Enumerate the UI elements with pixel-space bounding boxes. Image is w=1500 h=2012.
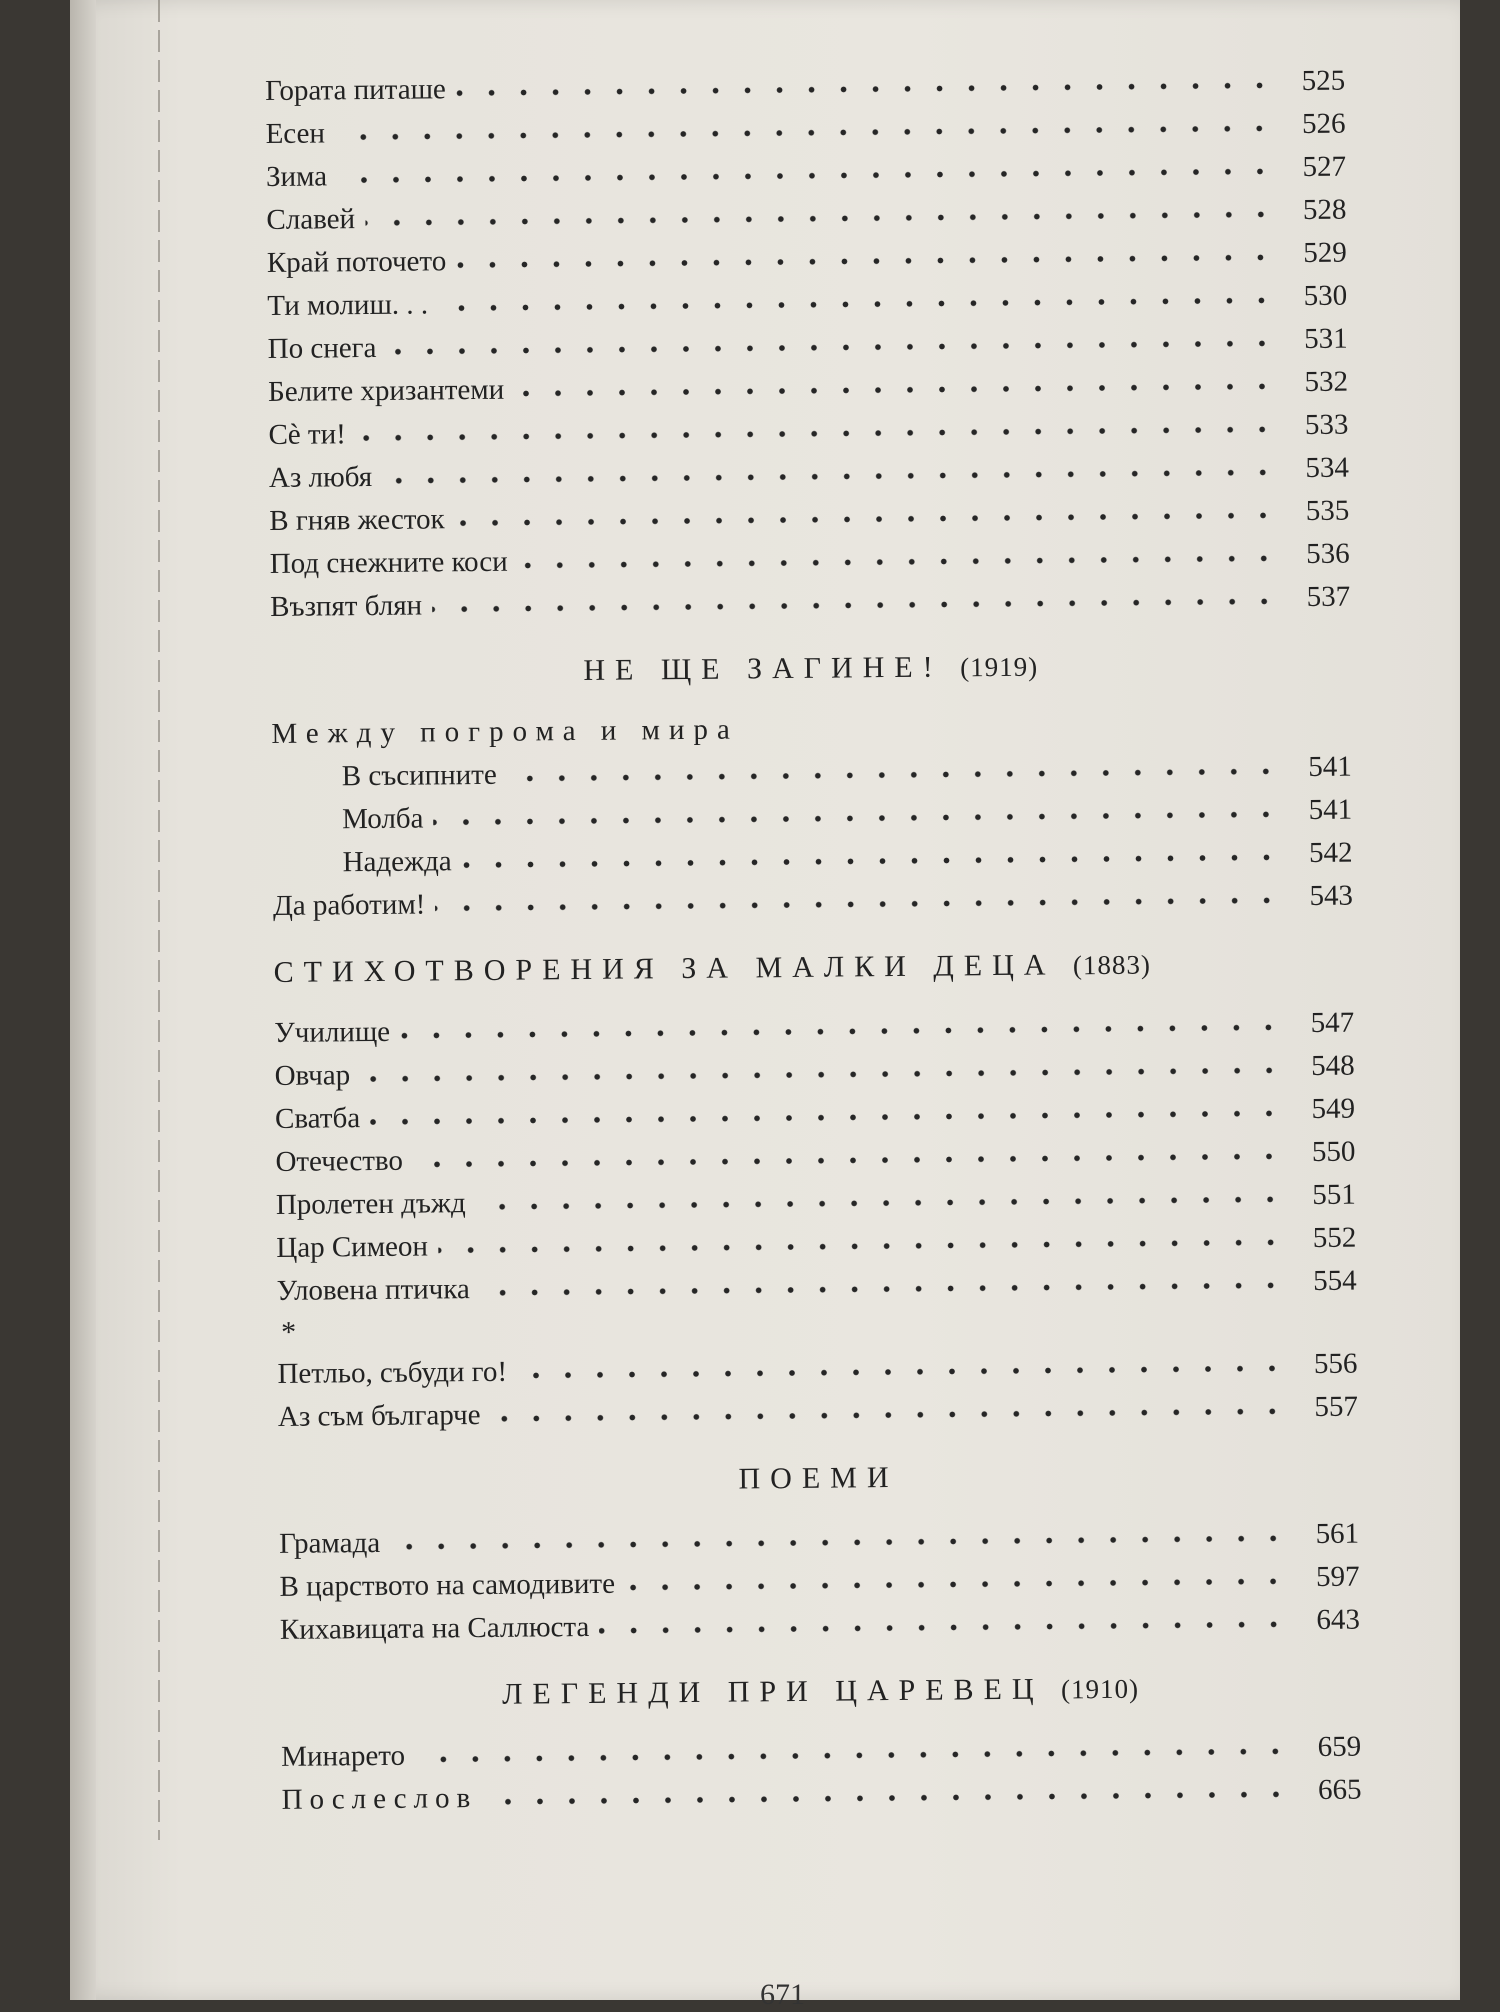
entry-title: Под снежните коси bbox=[269, 545, 508, 580]
table-of-contents bbox=[265, 60, 1362, 1822]
section-title: ЛЕГЕНДИ ПРИ ЦАРЕВЕЦ bbox=[501, 1672, 1044, 1711]
dot-leader bbox=[456, 252, 1277, 270]
dot-leader bbox=[462, 852, 1283, 870]
dot-leader bbox=[432, 596, 1280, 614]
dot-leader bbox=[456, 80, 1275, 98]
entry-page: 533 bbox=[1304, 408, 1349, 442]
dot-leader bbox=[514, 381, 1278, 398]
binding-stitches bbox=[158, 0, 160, 1840]
entry-page: 525 bbox=[1301, 64, 1346, 98]
entry-page: 529 bbox=[1303, 236, 1347, 270]
entry-page: 530 bbox=[1303, 279, 1348, 313]
toc-entry bbox=[273, 875, 1353, 928]
entry-page: 542 bbox=[1308, 836, 1353, 870]
section-title: ПОЕМИ bbox=[738, 1460, 899, 1496]
dot-leader bbox=[360, 1065, 1285, 1084]
entry-title: Белите хризантеми bbox=[267, 373, 505, 408]
entry-title: Край поточето bbox=[266, 245, 447, 279]
dot-leader bbox=[433, 809, 1282, 827]
entry-page: 548 bbox=[1310, 1049, 1355, 1083]
entry-page: 643 bbox=[1316, 1603, 1361, 1636]
entry-title: Молба bbox=[342, 802, 424, 836]
dot-leader bbox=[625, 1576, 1290, 1592]
entry-page: 549 bbox=[1311, 1092, 1356, 1126]
section-heading bbox=[273, 930, 1354, 1006]
page-number: 671 bbox=[760, 1978, 805, 2011]
entry-title: В гняв жесток bbox=[269, 503, 445, 537]
toc-entry bbox=[280, 1599, 1360, 1652]
entry-page: 535 bbox=[1305, 494, 1350, 528]
toc-entry bbox=[281, 1769, 1361, 1822]
dot-leader bbox=[480, 1280, 1287, 1298]
entry-title: Отечество bbox=[275, 1144, 404, 1178]
entry-title: Петльо, събуди го! bbox=[277, 1355, 508, 1390]
entry-title: В съсипните bbox=[341, 758, 497, 793]
dot-leader bbox=[390, 1533, 1289, 1552]
entry-title: Да работим! bbox=[272, 888, 426, 922]
entry-page: 551 bbox=[1312, 1178, 1356, 1211]
entry-title: Училище bbox=[274, 1015, 391, 1049]
entry-title: Овчар bbox=[274, 1059, 351, 1092]
page-fold bbox=[70, 0, 96, 2000]
entry-title: Гората питаше bbox=[265, 73, 446, 107]
dot-leader bbox=[599, 1619, 1290, 1636]
entry-page: 597 bbox=[1315, 1560, 1360, 1593]
entry-page: 526 bbox=[1301, 107, 1346, 141]
entry-page: 547 bbox=[1310, 1006, 1355, 1040]
entry-title: Минарето bbox=[281, 1739, 406, 1773]
entry-page: 534 bbox=[1305, 451, 1350, 485]
entry-title: Аз любя bbox=[268, 460, 373, 494]
entry-page: 527 bbox=[1302, 150, 1347, 184]
dot-leader bbox=[415, 1746, 1291, 1764]
asterisk-separator: * bbox=[280, 1315, 297, 1349]
entry-page: 552 bbox=[1312, 1221, 1357, 1254]
dot-leader bbox=[370, 1108, 1285, 1127]
dot-leader bbox=[337, 166, 1276, 185]
dot-leader bbox=[517, 1363, 1288, 1380]
dot-leader bbox=[487, 1789, 1291, 1807]
entry-page: 659 bbox=[1317, 1730, 1362, 1763]
section-heading bbox=[278, 1441, 1359, 1517]
entry-title: Славей bbox=[266, 203, 356, 236]
toc-entry bbox=[278, 1386, 1358, 1439]
dot-leader bbox=[400, 1022, 1284, 1040]
dot-leader bbox=[435, 895, 1283, 913]
section-year: (1910) bbox=[1060, 1673, 1140, 1705]
entry-title: Сѐ ти! bbox=[268, 418, 346, 451]
entry-title: Ти молиш. . . bbox=[267, 288, 429, 322]
dot-leader bbox=[476, 1194, 1286, 1212]
section-year: (1919) bbox=[960, 651, 1039, 683]
entry-title: Грамада bbox=[278, 1526, 381, 1560]
dot-leader bbox=[382, 467, 1279, 486]
entry-page: 541 bbox=[1308, 793, 1353, 827]
entry-page: 541 bbox=[1308, 750, 1352, 784]
dot-leader bbox=[438, 1237, 1286, 1255]
dot-leader bbox=[365, 209, 1276, 228]
entry-page: 536 bbox=[1306, 537, 1350, 571]
dot-leader bbox=[518, 553, 1280, 570]
entry-page: 554 bbox=[1313, 1264, 1357, 1297]
entry-page: 528 bbox=[1302, 193, 1347, 227]
entry-title: Сватба bbox=[274, 1102, 361, 1135]
entry-page: 557 bbox=[1314, 1390, 1359, 1423]
entry-title: Аз съм българче bbox=[277, 1398, 481, 1433]
section-title: НЕ ЩЕ ЗАГИНЕ! bbox=[583, 650, 943, 687]
book-page bbox=[70, 0, 1460, 2011]
dot-leader bbox=[335, 123, 1276, 142]
entry-page: 532 bbox=[1304, 365, 1349, 399]
entry-title: Кихавицата на Саллюста bbox=[279, 1610, 590, 1646]
entry-page: 561 bbox=[1315, 1517, 1360, 1550]
entry-page: 665 bbox=[1317, 1773, 1362, 1806]
entry-title: Пролетен дъжд bbox=[275, 1187, 466, 1221]
section-heading bbox=[270, 631, 1351, 707]
dot-leader bbox=[438, 295, 1277, 313]
dot-leader bbox=[455, 510, 1280, 528]
dot-leader bbox=[507, 766, 1282, 783]
dot-leader bbox=[356, 424, 1279, 443]
entry-page: 543 bbox=[1309, 879, 1354, 913]
entry-title: Есен bbox=[265, 117, 326, 150]
entry-title: Цар Симеон bbox=[276, 1230, 429, 1264]
section-heading bbox=[280, 1654, 1361, 1730]
entry-title: По снега bbox=[267, 331, 377, 365]
dot-leader bbox=[491, 1406, 1288, 1424]
section-title: СТИХОТВОРЕНИЯ ЗА МАЛКИ ДЕЦА bbox=[273, 948, 1056, 989]
entry-page: 556 bbox=[1313, 1347, 1358, 1380]
entry-page: 537 bbox=[1306, 580, 1351, 614]
subsection-heading: Между погрома и мира bbox=[271, 713, 739, 750]
dot-leader bbox=[386, 338, 1277, 357]
entry-title: Надежда bbox=[342, 845, 452, 879]
entry-page: 550 bbox=[1311, 1135, 1356, 1168]
entry-page: 531 bbox=[1303, 322, 1348, 356]
entry-title: Зима bbox=[265, 160, 328, 193]
section-year: (1883) bbox=[1072, 949, 1152, 981]
entry-title: Уловена птичка bbox=[276, 1273, 470, 1307]
entry-title: Послеслов bbox=[281, 1782, 478, 1816]
dot-leader bbox=[413, 1151, 1286, 1169]
entry-title: Възпят блян bbox=[270, 589, 423, 623]
entry-title: В царството на самодивите bbox=[279, 1567, 616, 1603]
